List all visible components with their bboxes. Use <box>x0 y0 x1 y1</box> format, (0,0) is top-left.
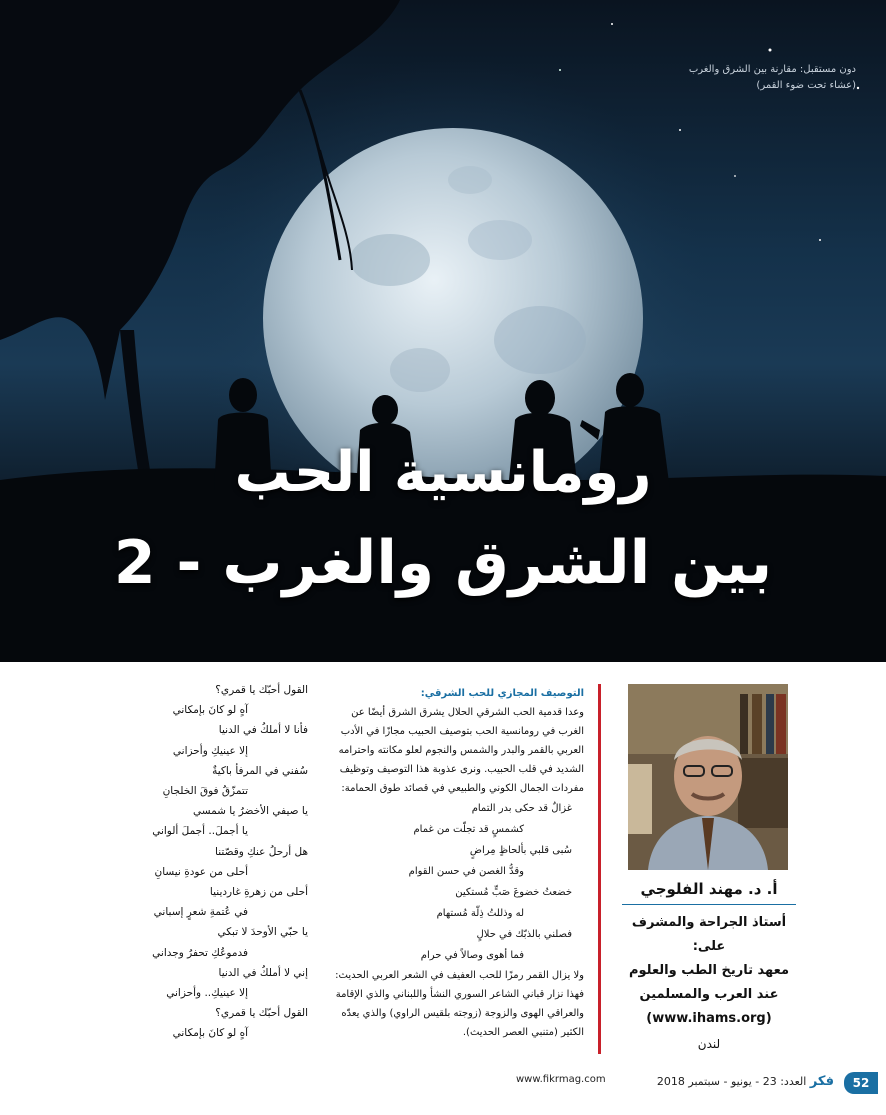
caption-line-2: (عشاء تحت ضوء القمر) <box>756 80 856 91</box>
author-city: لندن <box>697 1037 721 1051</box>
article-title-line-2: بين الشرق والغرب - 2 <box>113 528 773 598</box>
poem-line: فأنا لا أملكُ في الدنيا <box>218 724 308 737</box>
poem-line: فدموعُكِ تحفرُ وجداني <box>152 946 248 959</box>
poem-line: آهٍ لو كانَ بإمكاني <box>172 1027 248 1040</box>
poem-line: إلا عينيكِ وأحزاني <box>172 744 248 757</box>
poem-column <box>92 680 308 1044</box>
author-bio-line-1: أستاذ الجراحة والمشرف على: <box>631 915 787 954</box>
page-footer <box>0 1072 886 1096</box>
issue-info <box>657 1074 834 1089</box>
poem-line: هل أرحلُ عنكِ وقصّتنا <box>215 845 308 858</box>
verse-line: وقدُّ الغصن في حسن القوام <box>408 866 524 877</box>
poem-line: يا صيفي الأخضرُ يا شمسي <box>192 805 308 818</box>
poem-line: أحلى من زهرةِ غاردينيا <box>209 886 308 899</box>
article-paragraph-1: وعدا قدمية الحب الشرقي الحلال يشرق الشرق أيضًا عن الغرب في رومانسية الحب بتوصيف الحبيب مجازًا في الأدب العربي بالقمر والبدر والشمس والنجوم لعلو مكانته واحترامه الشديد في قلب الحبيب. ونرى عذوبة هذا التوصيف وتوظيف مفردات الجمال الكوني والطبيعي في قصائد طوق الحمامة: <box>338 707 584 794</box>
page-number: 52 <box>844 1072 878 1094</box>
author-photo <box>628 684 788 870</box>
verse-line: فما أهوى وصالاً في حرام <box>420 950 524 961</box>
verse-line: فصلني بالذبّك في حلالٍ <box>476 929 572 940</box>
verse-line: كشمسٍ قد تجلّت من غمام <box>413 824 524 835</box>
magazine-logo: فكر <box>809 1074 834 1089</box>
article-column <box>326 684 584 1042</box>
poem-line: إني لا أملكُ في الدنيا <box>218 966 308 979</box>
poem-line: القول أحبّك يا قمري؟ <box>215 1007 308 1020</box>
poem-line: يا أجملَ.. أجملَ ألواني <box>152 825 248 838</box>
author-bio-line-3: عند العرب والمسلمين <box>639 987 779 1002</box>
image-caption <box>576 62 856 94</box>
verse-line: سُبى قلبي بألحاظٍ مِراضٍ <box>469 845 572 856</box>
verse-line: غزالٌ قد حكى بدر التمام <box>471 803 572 814</box>
author-name: أ. د. مهند الفلوجي <box>622 880 796 905</box>
poem-line: أحلى من عودةِ نيسانِ <box>154 865 248 878</box>
poem-line: القول أحبّك يا قمري؟ <box>215 684 308 696</box>
poem-line: إلا عينيكِ.. وأحزاني <box>166 987 248 1000</box>
section-subheading: التوصيف المجازي للحب الشرقي: <box>420 688 584 699</box>
author-website: (www.ihams.org) <box>646 1011 772 1026</box>
author-bio-line-2: معهد تاريخ الطب والعلوم <box>628 963 790 978</box>
author-box <box>622 684 796 1051</box>
poem-line: سُفني في المرفأ باكيةٌ <box>212 764 308 777</box>
author-portrait-illustration <box>628 684 788 870</box>
column-divider <box>598 684 601 1054</box>
magazine-website-link[interactable]: www.fikrmag.com <box>516 1074 606 1085</box>
caption-line-1: دون مستقبل: مقارنة بين الشرق والغرب <box>688 64 856 75</box>
verse-line: خضعتُ خضوعَ صَبٍّ مُستكين <box>455 887 572 898</box>
article-title-line-1: رومانسية الحب <box>234 440 652 505</box>
poem-line: يا حبّي الأوحدَ لا تبكي <box>217 926 308 939</box>
verse-line: له وذللتُ ذِلّة مُستهام <box>436 908 524 919</box>
author-bio <box>622 911 796 1031</box>
poem-line: في عُتمةِ شعرٍ إسباني <box>153 906 248 919</box>
poem-line: تتمزّقُ فوقَ الخلجانِ <box>162 785 248 798</box>
verse-list <box>326 798 584 966</box>
issue-date: العدد: 23 - يونيو - سبتمبر 2018 <box>656 1075 807 1088</box>
article-paragraph-2: ولا يزال القمر رمزًا للحب العفيف في الشعر العربي الحديث: فهذا نزار قباني الشاعر السوري النشأ واللبناني والذي الإقامة والعراقي الهوى والزوجة (زوجته بلقيس الراوي) والذي يعدّه الكثير (متنبي العصر الحديث). <box>335 970 584 1038</box>
poem-line: آهٍ لو كانَ بإمكاني <box>172 704 248 717</box>
